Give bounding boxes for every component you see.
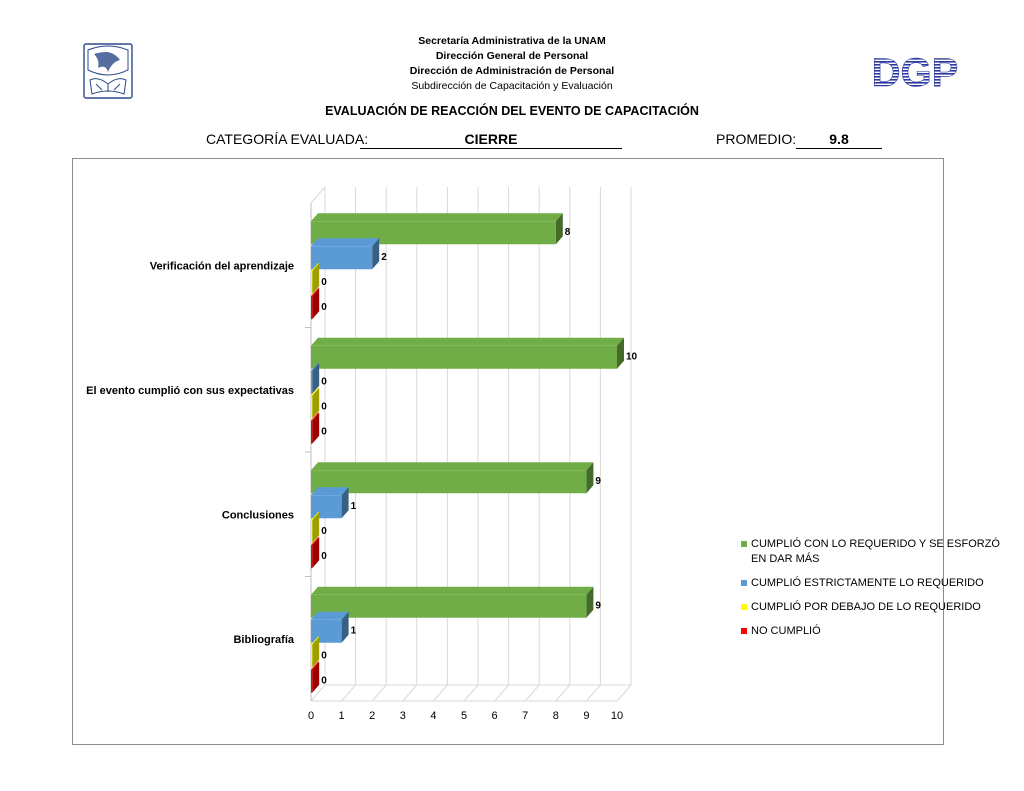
bar [311,645,312,668]
data-label: 0 [321,650,327,662]
bar-top-face [311,587,593,595]
data-label: 10 [626,351,638,363]
x-tick-label: 4 [430,710,437,722]
category-value: CIERRE [360,131,622,149]
x-tick-label: 7 [522,710,529,722]
x-tick-label: 5 [460,710,468,722]
floor-gridline [495,685,509,701]
chart-frame [72,158,1000,745]
data-label: 8 [564,226,571,238]
data-label: 0 [321,376,327,388]
bar-chart [73,159,943,744]
category-label: CATEGORÍA EVALUADA: [206,131,369,147]
legend-item [741,537,1011,567]
x-tick-label: 0 [307,710,315,722]
data-label: 0 [321,301,327,313]
x-tick-label: 2 [369,710,376,722]
bar [311,520,312,543]
floor-gridline [556,685,570,701]
header-line-4: Subdirección de Capacitación y Evaluación [411,80,613,92]
legend-label: NO CUMPLIÓ [751,625,821,637]
x-tick-label: 8 [552,710,559,722]
data-label: 1 [350,500,357,512]
dgp-logo [866,46,964,94]
data-label: 0 [321,401,327,413]
chart-legend [741,537,1011,648]
bar [311,495,342,518]
category-label: Bibliografía [233,633,294,646]
x-tick-label: 1 [338,710,345,722]
legend-label: CUMPLIÓ ESTRICTAMENTE LO REQUERIDO [751,577,984,589]
floor-gridline [464,685,478,701]
legend-swatch-icon [741,541,747,547]
bar [311,246,372,269]
bar [311,545,312,568]
legend-item [741,576,1011,591]
average-value: 9.8 [796,131,882,149]
dgp-logo-text: DGP [871,51,959,94]
x-tick-label: 6 [491,710,498,722]
data-label: 9 [595,600,601,612]
legend-label: CUMPLIÓ POR DEBAJO DE LO REQUERIDO [751,601,981,613]
header-line-1: Secretaría Administrativa de la UNAM [418,35,606,47]
bar [311,396,312,419]
data-label: 9 [595,475,601,487]
bar [311,595,586,618]
category-label: Verificación del aprendizaje [149,260,294,273]
data-label: 0 [321,550,327,562]
floor-gridline [372,685,386,701]
bar [311,670,312,693]
legend-item [741,600,1011,615]
data-label: 0 [321,276,327,288]
x-tick-label: 9 [583,710,590,722]
bar-top-face [311,462,593,470]
page-title: EVALUACIÓN DE REACCIÓN DEL EVENTO DE CAPACITACIÓN [325,104,699,118]
floor-gridline [617,685,631,701]
bar-top-face [311,338,624,346]
legend-label: CUMPLIÓ CON LO REQUERIDO Y SE ESFORZÓ EN DAR MÁS [751,538,1000,565]
data-label: 2 [381,251,387,263]
average-label: PROMEDIO: [716,131,797,147]
data-label: 0 [321,426,327,438]
floor-gridline [342,685,356,701]
data-label: 0 [321,525,327,537]
bar [311,421,312,444]
bar [311,271,312,294]
bar [311,296,312,319]
category-label: El evento cumplió con sus expectativas [86,384,294,397]
legend-swatch-icon [741,604,747,610]
floor-gridline [525,685,539,701]
x-tick-label: 10 [610,710,624,722]
bar [311,346,617,369]
bar [311,371,312,394]
legend-item [741,624,1011,639]
bar-top-face [311,213,563,221]
header-line-3: Dirección de Administración de Personal [409,65,615,77]
x-tick-label: 3 [399,710,406,722]
data-label: 0 [321,675,327,687]
bar-top-face [311,238,379,246]
bar [311,470,586,493]
y-axis-top-edge [311,187,325,203]
floor-gridline [403,685,417,701]
legend-swatch-icon [741,580,747,586]
bar [311,620,342,643]
category-label: Conclusiones [221,509,294,522]
data-label: 1 [350,625,357,637]
header-line-2: Dirección General de Personal [435,50,589,62]
legend-swatch-icon [741,628,747,634]
floor-gridline [586,685,600,701]
floor-gridline [433,685,447,701]
